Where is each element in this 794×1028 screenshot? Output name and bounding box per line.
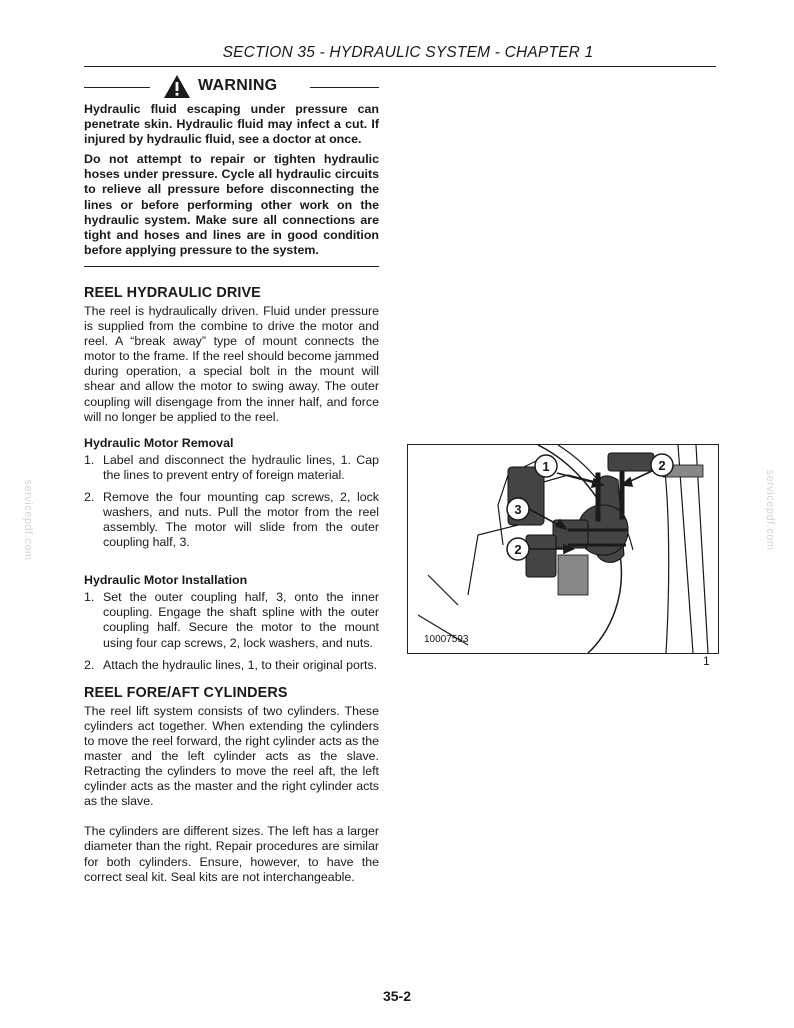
removal-heading: Hydraulic Motor Removal xyxy=(84,435,234,450)
figure-number: 1 xyxy=(703,654,710,668)
left-column xyxy=(84,74,379,885)
installation-heading: Hydraulic Motor Installation xyxy=(84,573,248,588)
list-item: 2. Attach the hydraulic lines, 1, to their original ports. xyxy=(84,657,378,672)
warning-rule-left xyxy=(84,87,150,88)
motor-illustration xyxy=(408,445,718,653)
warning-paragraph-2: Do not attempt to repair or tighten hydraulic hoses under pressure. Cycle all hydraulic circuits to relieve all pressure before disconnecting the lines or before performing other work on the hydraulic system. Make sure all connections are tight and hoses and lines are in good condition before applying pressure to the system. xyxy=(84,152,379,257)
watermark-right: servicepdf.com xyxy=(764,469,776,551)
header-rule xyxy=(84,66,716,67)
callout-1 xyxy=(535,455,557,477)
reel-drive-heading: REEL HYDRAULIC DRIVE xyxy=(84,284,261,301)
page-header xyxy=(0,44,794,62)
watermark-left: servicepdf.com xyxy=(22,479,34,561)
installation-steps xyxy=(84,590,379,672)
cylinders-heading: REEL FORE/AFT CYLINDERS xyxy=(84,684,288,701)
list-item: 2. Remove the four mounting cap screws, 2, lock washers, and nuts. Pull the motor from the reel assembly. The motor will slide from the outer coupling half, 3. xyxy=(84,489,379,550)
svg-text:1: 1 xyxy=(542,459,550,474)
callout-2-lower xyxy=(507,538,529,560)
warning-label: WARNING xyxy=(198,77,278,94)
cylinders-paragraph-2: The cylinders are different sizes. The left has a larger diameter than the right. Repair procedures are similar for both cylinders. Ensure, however, to have the correct seal kit. Seal kits are not interchangeable. xyxy=(84,824,379,884)
warning-paragraph-1: Hydraulic fluid escaping under pressure can penetrate skin. Hydraulic fluid may infect a cut. If injured by hydraulic fluid, see a doctor at once. xyxy=(84,102,379,147)
list-item: 1. Set the outer coupling half, 3, onto the inner coupling. Engage the shaft spline with the outer coupling half. Secure the motor to the mount using four cap screws, 2, lock washers, and nuts. xyxy=(84,590,379,650)
svg-text:2: 2 xyxy=(658,458,666,473)
figure-hydraulic-motor xyxy=(407,444,719,654)
page-number: 35-2 xyxy=(382,988,412,1004)
warning-triangle-icon xyxy=(163,74,191,99)
svg-text:2: 2 xyxy=(514,542,522,557)
warning-rule-bottom xyxy=(84,266,379,267)
cylinders-paragraph-1: The reel lift system consists of two cylinders. These cylinders act together. When extending the cylinders to move the reel forward, the right cylinder acts as the master and the left cylinder acts as the slave. Retracting the cylinders to move the reel aft, the left cylinder acts as the master and the right cylinder acts as the slave. xyxy=(84,703,379,809)
section-title: SECTION 35 - HYDRAULIC SYSTEM - CHAPTER 1 xyxy=(222,44,594,61)
callout-2 xyxy=(651,454,673,476)
warning-rule-right xyxy=(310,87,379,88)
warning-heading xyxy=(84,74,379,102)
callout-3 xyxy=(507,498,529,520)
removal-steps xyxy=(84,453,379,551)
reel-drive-body: The reel is hydraulically driven. Fluid under pressure is supplied from the combine to drive the motor and reel. A “break away” type of mount connects the motor to the frame. If the reel should become jammed during operation, a special bolt in the mount will shear and allow the motor to swing away. The outer coupling will disengage from the inner half, and force will no longer be applied to the reel. xyxy=(84,303,379,424)
svg-text:3: 3 xyxy=(514,502,522,517)
figure-caption: 10007593 xyxy=(424,634,469,645)
list-item: 1. Label and disconnect the hydraulic lines, 1. Cap the lines to prevent entry of foreign material. xyxy=(84,452,379,482)
